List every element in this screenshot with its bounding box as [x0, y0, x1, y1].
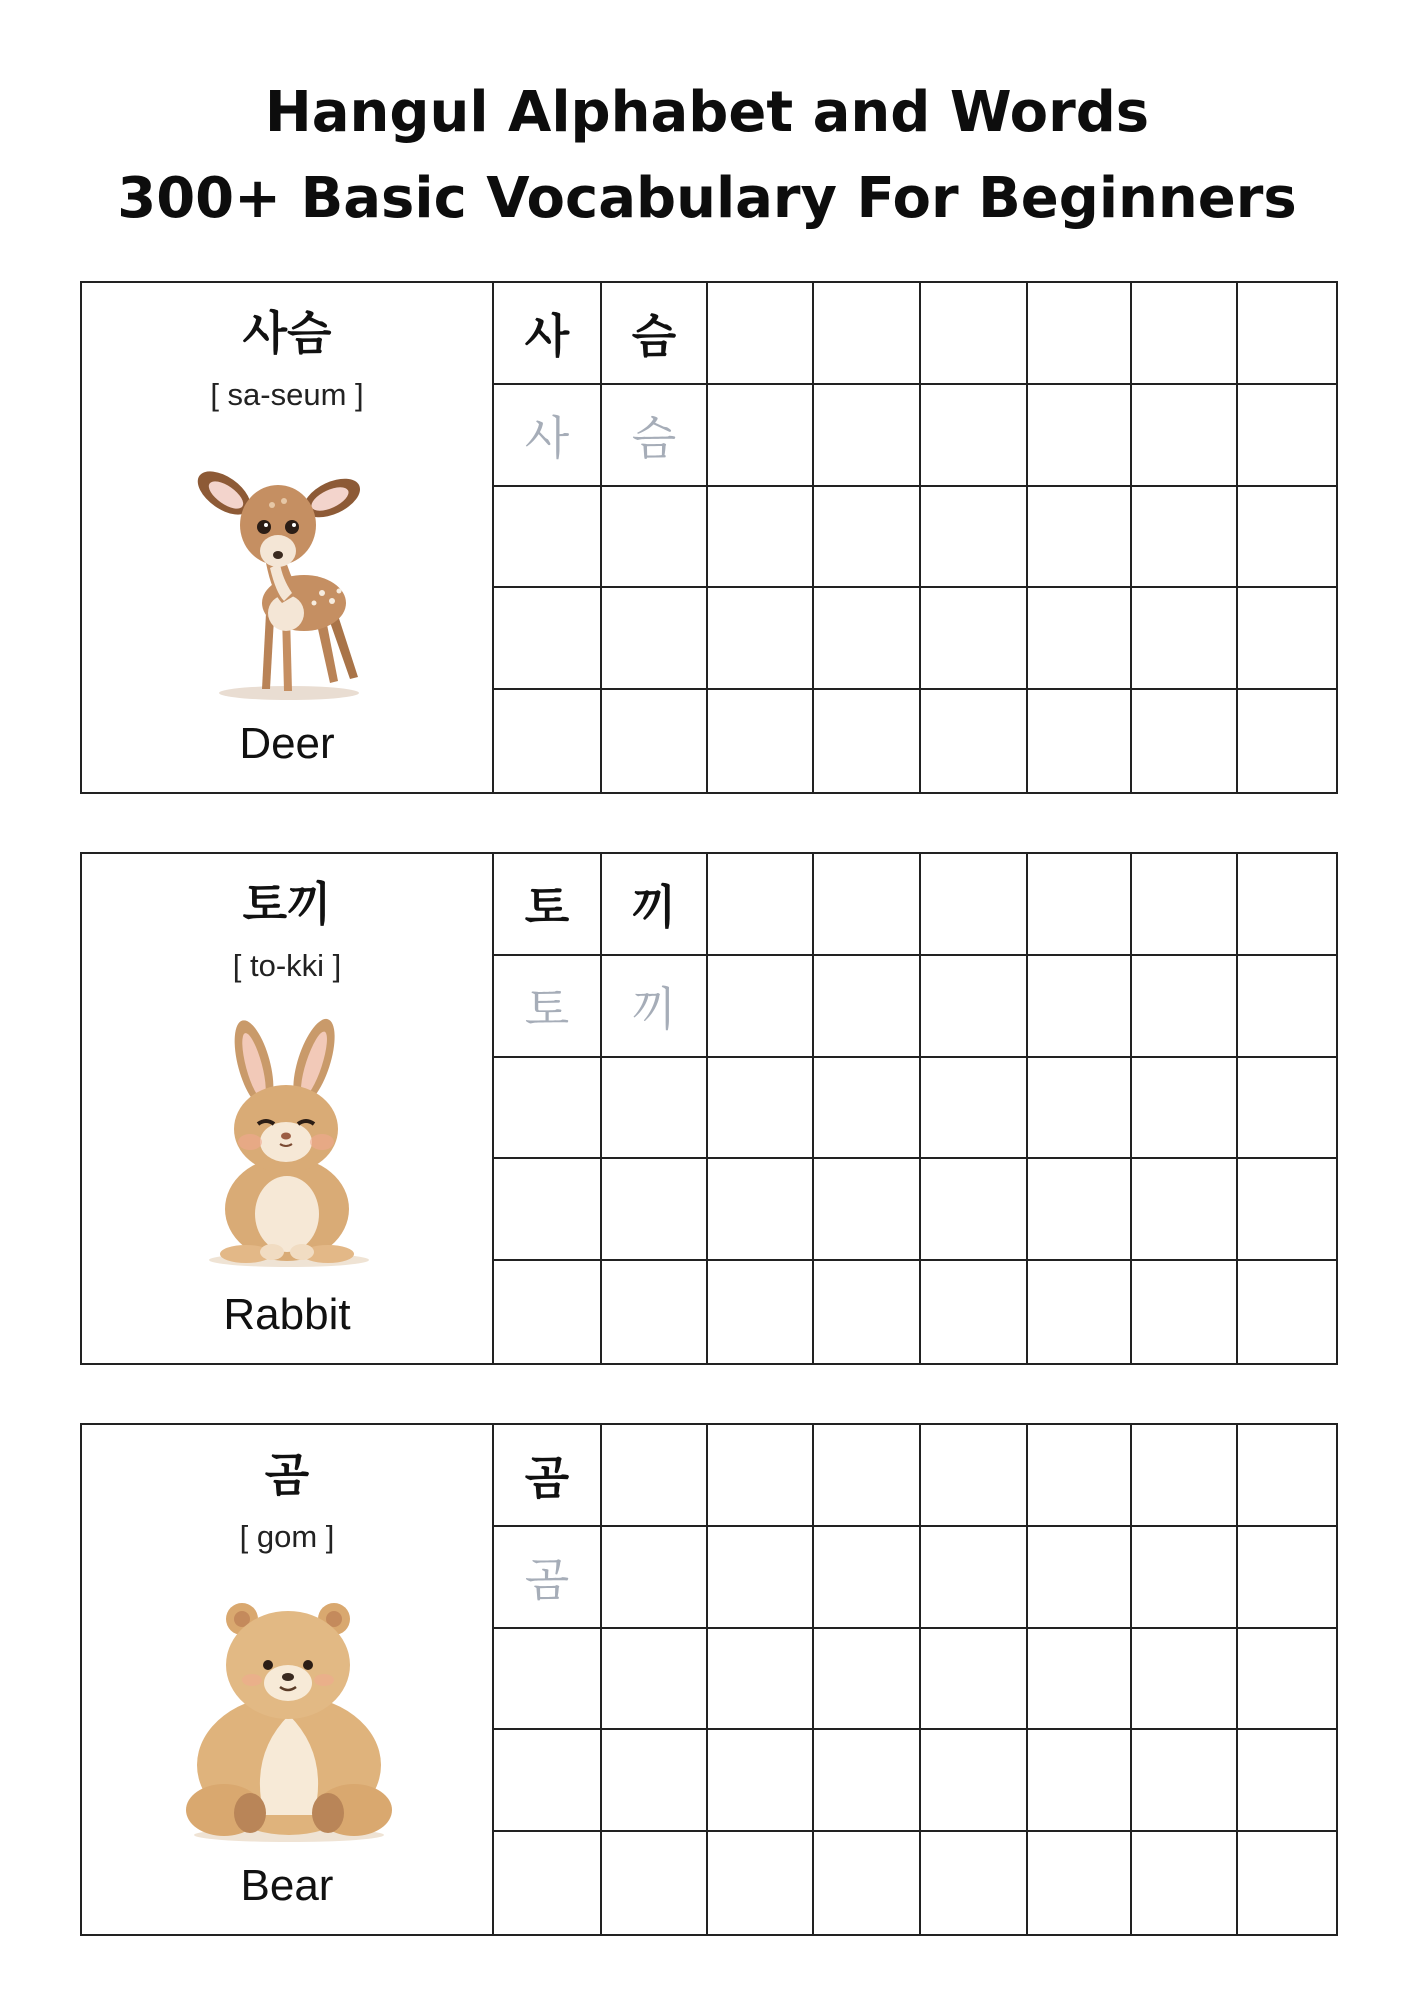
korean-word: 토끼 — [242, 877, 332, 931]
practice-cell[interactable] — [1132, 956, 1238, 1058]
practice-cell[interactable] — [1028, 1629, 1132, 1731]
practice-cell[interactable] — [1028, 1058, 1132, 1160]
trace-char: 슴 — [602, 385, 708, 487]
page-title — [0, 70, 1414, 242]
practice-cell[interactable] — [602, 487, 708, 589]
romanization: [ to-kki ] — [232, 948, 342, 983]
practice-cell[interactable] — [1028, 1730, 1132, 1832]
practice-cell[interactable] — [602, 1832, 708, 1934]
practice-cell[interactable] — [602, 588, 708, 690]
writing-grid — [494, 1425, 1336, 1934]
practice-cell[interactable] — [1132, 690, 1238, 792]
writing-grid — [494, 854, 1336, 1363]
practice-cell[interactable] — [1238, 588, 1336, 690]
vocab-card-rabbit — [80, 852, 1338, 1365]
practice-cell[interactable] — [921, 487, 1028, 589]
practice-cell[interactable] — [814, 854, 921, 956]
bear-illustration — [154, 1585, 424, 1855]
practice-cell[interactable] — [921, 1058, 1028, 1160]
practice-cell[interactable] — [814, 1832, 921, 1934]
practice-cell[interactable] — [1238, 385, 1336, 487]
deer-illustration — [154, 443, 424, 713]
model-char: 슴 — [602, 283, 708, 385]
practice-cell[interactable] — [708, 1159, 814, 1261]
practice-cell[interactable] — [602, 1629, 708, 1731]
practice-cell[interactable] — [814, 1058, 921, 1160]
practice-cell[interactable] — [1028, 854, 1132, 956]
practice-cell[interactable] — [1028, 956, 1132, 1058]
practice-cell[interactable] — [708, 385, 814, 487]
title-line-1: Hangul Alphabet and Words — [264, 80, 1150, 145]
practice-cell[interactable] — [814, 487, 921, 589]
practice-cell[interactable] — [494, 1058, 602, 1160]
practice-cell[interactable] — [921, 690, 1028, 792]
romanization: [ gom ] — [239, 1519, 335, 1554]
practice-cell[interactable] — [1028, 385, 1132, 487]
practice-cell[interactable] — [708, 487, 814, 589]
practice-cell[interactable] — [921, 956, 1028, 1058]
practice-cell[interactable] — [814, 1159, 921, 1261]
model-char: 끼 — [602, 854, 708, 956]
practice-cell[interactable] — [494, 487, 602, 589]
practice-cell[interactable] — [1238, 1425, 1336, 1527]
vocab-card-deer — [80, 281, 1338, 794]
practice-cell[interactable] — [814, 1527, 921, 1629]
practice-cell[interactable] — [708, 1425, 814, 1527]
practice-cell[interactable] — [1132, 1159, 1238, 1261]
word-panel — [82, 854, 494, 1363]
practice-cell[interactable] — [1238, 690, 1336, 792]
practice-cell[interactable] — [814, 956, 921, 1058]
practice-cell[interactable] — [921, 1425, 1028, 1527]
practice-cell[interactable] — [1238, 1832, 1336, 1934]
trace-char: 끼 — [602, 956, 708, 1058]
practice-cell[interactable] — [708, 283, 814, 385]
practice-cell[interactable] — [814, 1629, 921, 1731]
practice-cell[interactable] — [1028, 487, 1132, 589]
korean-word: 사슴 — [242, 306, 332, 360]
practice-cell[interactable] — [1132, 1527, 1238, 1629]
practice-cell[interactable] — [814, 385, 921, 487]
practice-cell[interactable] — [708, 588, 814, 690]
practice-cell[interactable] — [1132, 1730, 1238, 1832]
practice-cell[interactable] — [494, 588, 602, 690]
practice-cell[interactable] — [1132, 385, 1238, 487]
practice-cell[interactable] — [708, 854, 814, 956]
practice-cell[interactable] — [494, 1832, 602, 1934]
practice-cell[interactable] — [494, 1159, 602, 1261]
practice-cell[interactable] — [1132, 1629, 1238, 1731]
word-panel — [82, 1425, 494, 1934]
practice-cell[interactable] — [494, 1261, 602, 1363]
practice-cell[interactable] — [708, 690, 814, 792]
trace-char: 토 — [494, 956, 602, 1058]
model-char: 곰 — [494, 1425, 602, 1527]
practice-cell[interactable] — [814, 1425, 921, 1527]
practice-cell[interactable] — [602, 1261, 708, 1363]
practice-cell[interactable] — [708, 956, 814, 1058]
writing-grid — [494, 283, 1336, 792]
practice-cell[interactable] — [814, 690, 921, 792]
practice-cell[interactable] — [1238, 1058, 1336, 1160]
practice-cell[interactable] — [708, 1832, 814, 1934]
practice-cell[interactable] — [602, 1159, 708, 1261]
practice-cell[interactable] — [814, 283, 921, 385]
korean-word: 곰 — [264, 1448, 310, 1502]
english-word: Deer — [239, 719, 335, 768]
rabbit-illustration — [154, 1014, 424, 1284]
practice-cell[interactable] — [708, 1058, 814, 1160]
practice-cell[interactable] — [921, 1730, 1028, 1832]
practice-cell[interactable] — [1238, 1527, 1336, 1629]
practice-cell[interactable] — [921, 1159, 1028, 1261]
title-line-2: 300+ Basic Vocabulary For Beginners — [117, 166, 1297, 231]
practice-cell[interactable] — [921, 1527, 1028, 1629]
practice-cell[interactable] — [1238, 487, 1336, 589]
practice-cell[interactable] — [1028, 1261, 1132, 1363]
practice-cell[interactable] — [1132, 1261, 1238, 1363]
practice-cell[interactable] — [602, 1058, 708, 1160]
practice-cell[interactable] — [921, 385, 1028, 487]
practice-cell[interactable] — [921, 1832, 1028, 1934]
practice-cell[interactable] — [921, 588, 1028, 690]
practice-cell[interactable] — [708, 1730, 814, 1832]
practice-cell[interactable] — [1028, 1425, 1132, 1527]
practice-cell[interactable] — [1028, 1527, 1132, 1629]
practice-cell[interactable] — [921, 1629, 1028, 1731]
vocab-card-bear — [80, 1423, 1338, 1936]
practice-cell[interactable] — [814, 1730, 921, 1832]
practice-cell[interactable] — [921, 854, 1028, 956]
practice-cell[interactable] — [1132, 283, 1238, 385]
model-char: 토 — [494, 854, 602, 956]
practice-cell[interactable] — [602, 690, 708, 792]
practice-cell[interactable] — [708, 1527, 814, 1629]
practice-cell[interactable] — [1028, 1159, 1132, 1261]
practice-cell[interactable] — [1028, 588, 1132, 690]
trace-char: 곰 — [494, 1527, 602, 1629]
romanization: [ sa-seum ] — [210, 377, 364, 412]
practice-cell[interactable] — [708, 1261, 814, 1363]
practice-cell[interactable] — [708, 1629, 814, 1731]
word-panel — [82, 283, 494, 792]
practice-cell[interactable] — [814, 588, 921, 690]
practice-cell[interactable] — [1132, 1425, 1238, 1527]
practice-cell[interactable] — [1028, 690, 1132, 792]
practice-cell[interactable] — [494, 1730, 602, 1832]
practice-cell[interactable] — [602, 1425, 708, 1527]
practice-cell[interactable] — [602, 1730, 708, 1832]
english-word: Rabbit — [223, 1290, 351, 1339]
practice-cell[interactable] — [494, 1629, 602, 1731]
english-word: Bear — [240, 1861, 334, 1910]
practice-cell[interactable] — [1132, 854, 1238, 956]
practice-cell[interactable] — [1238, 956, 1336, 1058]
practice-cell[interactable] — [1238, 283, 1336, 385]
practice-cell[interactable] — [1028, 283, 1132, 385]
practice-cell[interactable] — [1238, 1629, 1336, 1731]
practice-cell[interactable] — [1132, 1058, 1238, 1160]
practice-cell[interactable] — [921, 283, 1028, 385]
model-char: 사 — [494, 283, 602, 385]
practice-cell[interactable] — [1238, 1261, 1336, 1363]
practice-cell[interactable] — [921, 1261, 1028, 1363]
practice-cell[interactable] — [1238, 1730, 1336, 1832]
practice-cell[interactable] — [1238, 854, 1336, 956]
practice-cell[interactable] — [1238, 1159, 1336, 1261]
practice-cell[interactable] — [1132, 1832, 1238, 1934]
practice-cell[interactable] — [602, 1527, 708, 1629]
practice-cell[interactable] — [494, 690, 602, 792]
practice-cell[interactable] — [1132, 487, 1238, 589]
practice-cell[interactable] — [814, 1261, 921, 1363]
practice-cell[interactable] — [1132, 588, 1238, 690]
trace-char: 사 — [494, 385, 602, 487]
practice-cell[interactable] — [1028, 1832, 1132, 1934]
